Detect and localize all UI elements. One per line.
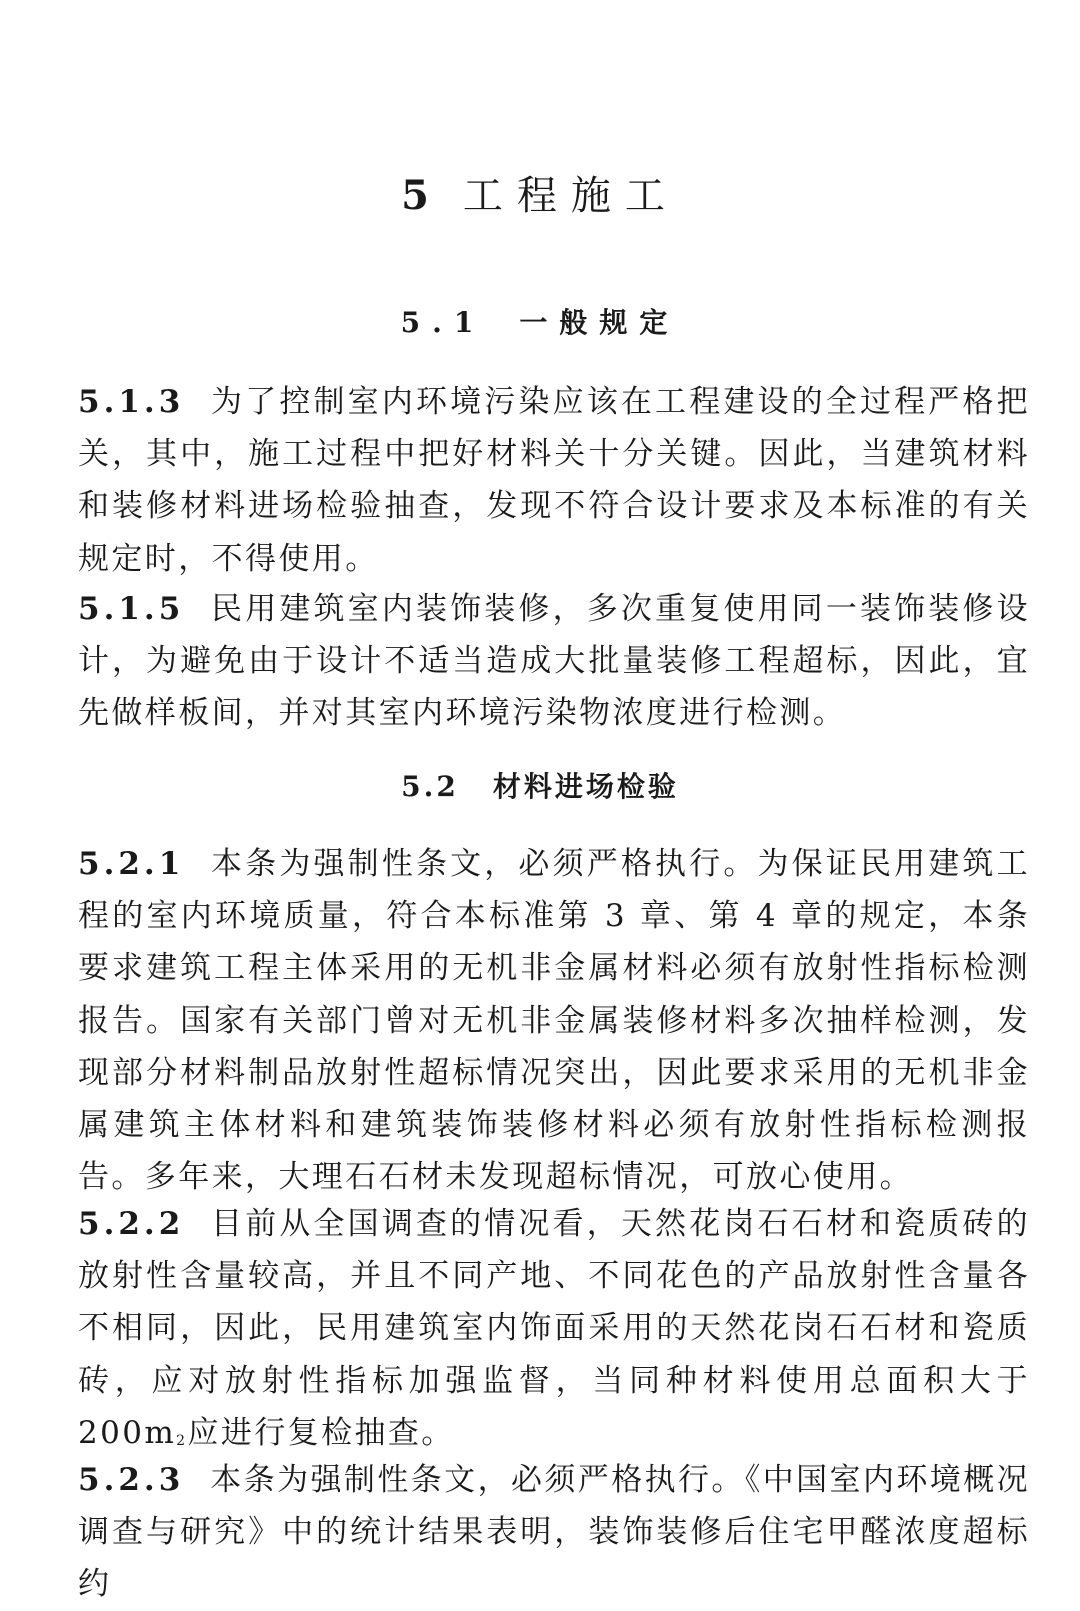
section-heading-5-1	[0, 303, 1080, 343]
clause-number: 5.1.5	[78, 591, 185, 627]
clause-text: 民用建筑室内装饰装修，多次重复使用同一装饰装修设计，为避免由于设计不适当造成大批量装修工程超标，因此，宜先做样板间，并对其室内环境污染物浓度进行检测。	[78, 591, 1030, 732]
clause-5-2-3	[78, 1454, 1030, 1611]
superscript: 2	[176, 1432, 188, 1449]
section-title: 材料进场检验	[492, 770, 679, 803]
section-title: 一般规定	[519, 306, 680, 339]
clause-number: 5.2.1	[78, 846, 185, 882]
clause-number: 5.2.2	[78, 1206, 185, 1242]
clause-5-1-5	[78, 583, 1030, 740]
clause-text: 本条为强制性条文，必须严格执行。为保证民用建筑工程的室内环境质量，符合本标准第 3 章、第 4 章的规定，本条要求建筑工程主体采用的无机非金属材料必须有放射性指标检测报告。国家有关部门曾对无机非金属装修材料多次抽样检测，发现部分材料制品放射性超标情况突出，因此要求采用的无机非金属建筑主体材料和建筑装饰装修材料必须有放射性指标检测报告。多年来，大理石石材未发现超标情况，可放心使用。	[78, 846, 1030, 1196]
clause-5-2-2	[78, 1198, 1030, 1459]
clause-text-continued: 应进行复检抽查。	[187, 1414, 455, 1451]
clause-number: 5.1.3	[78, 384, 185, 420]
chapter-heading	[0, 168, 1080, 224]
section-number: 5.2	[401, 770, 459, 803]
clause-5-1-3	[78, 376, 1030, 585]
chapter-title: 工程施工	[462, 173, 679, 219]
section-heading-5-2	[0, 767, 1080, 807]
clause-text: 本条为强制性条文，必须严格执行。《中国室内环境概况调查与研究》中的统计结果表明，装饰装修后住宅甲醛浓度超标约	[78, 1462, 1030, 1603]
clause-text: 目前从全国调查的情况看，天然花岗石石材和瓷质砖的放射性含量较高，并且不同产地、不同花色的产品放射性含量各不相同，因此，民用建筑室内饰面采用的天然花岗石石材和瓷质砖，应对放射性指标加强监督，当同种材料使用总面积大于 200m	[78, 1206, 1030, 1451]
clause-number: 5.2.3	[78, 1462, 185, 1498]
clause-5-2-1	[78, 838, 1030, 1203]
section-number: 5.1	[400, 306, 486, 339]
chapter-number: 5	[401, 172, 429, 219]
clause-text: 为了控制室内环境污染应该在工程建设的全过程严格把关，其中，施工过程中把好材料关十分关键。因此，当建筑材料和装修材料进场检验抽查，发现不符合设计要求及本标准的有关规定时，不得使用。	[78, 384, 1030, 577]
